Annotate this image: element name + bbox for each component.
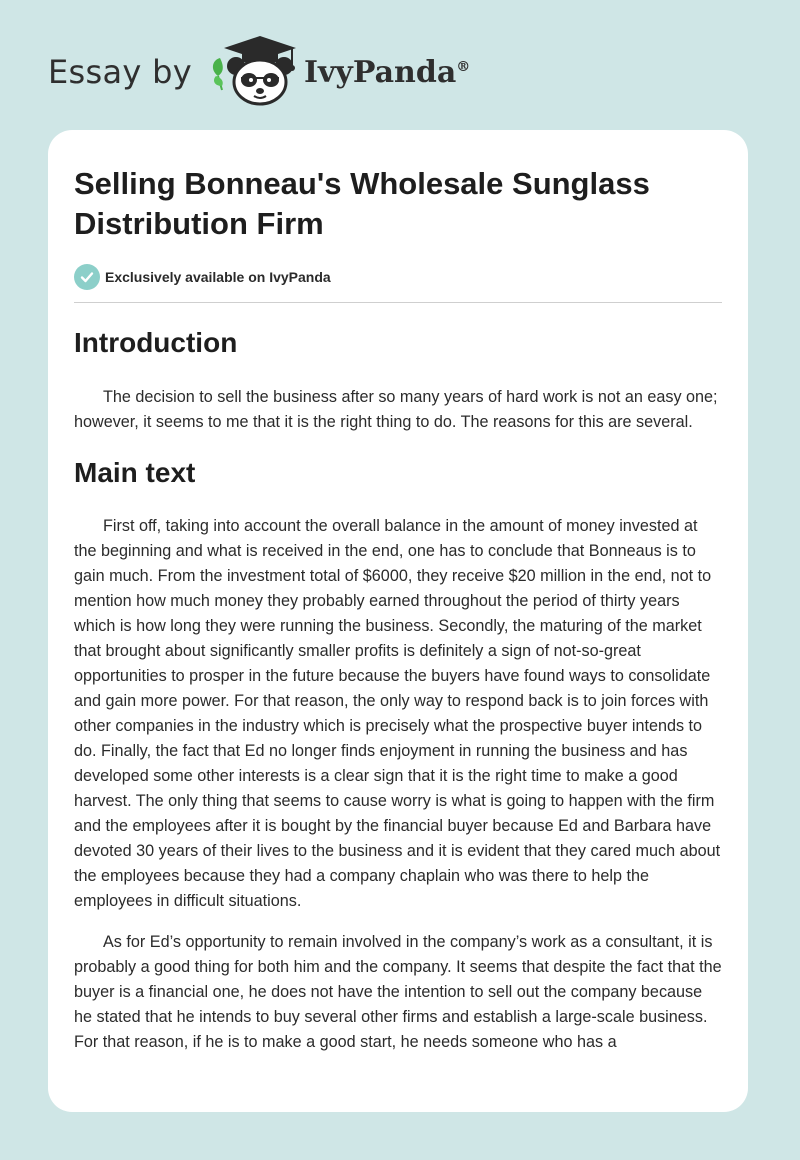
section-heading: Introduction: [74, 327, 238, 358]
brand-prefix: Essay by: [48, 53, 192, 91]
panda-graduate-logo-icon[interactable]: [208, 36, 300, 108]
brand-name[interactable]: IvyPanda®: [303, 54, 471, 90]
site-header: [48, 36, 470, 108]
exclusive-badge-label: Exclusively available on IvyPanda: [105, 269, 331, 285]
page-title: Selling Bonneau's Wholesale Sunglass Distribution Firm: [74, 166, 650, 241]
section-heading: Main text: [74, 457, 196, 488]
divider: [74, 302, 722, 303]
exclusive-badge: [74, 264, 722, 290]
section-introduction: [74, 325, 722, 435]
section-main-text: [74, 455, 722, 1055]
essay-card: [48, 130, 748, 1112]
registered-mark: ®: [456, 58, 471, 75]
paragraph: As for Ed’s opportunity to remain involved in the company’s work as a consultant, it is probably a good thing for both him and the company. It seems that despite the fact that the buyer is a financial one, he does not have the intention to sell out the company because he stated that he intends to buy several other firms and establish a large-scale business. For that reason, if he is to make a good start, he needs someone who has a: [74, 933, 722, 1051]
check-circle-icon: [74, 264, 100, 290]
paragraph: The decision to sell the business after so many years of hard work is not an easy one; however, it seems to me that it is the right thing to do. The reasons for this are several.: [74, 388, 718, 431]
paragraph: First off, taking into account the overall balance in the amount of money invested at the beginning and what is received in the end, one has to conclude that Bonneaus is to gain much. From the investment total of $6000, they receive $20 million in the end, not to mention how much money they probably earned throughout the period of thirty years which is how long they were running the business. Secondly, the maturing of the market that brought about significantly smaller profits is definitely a sign of not-so-great opportunities to prosper in the future because the buyers have found ways to consolidate and gain more power. For that reason, the only way to respond back is to join forces with other companies in the industry which is precisely what the prospective buyer intends to do. Finally, the fact that Ed no longer finds enjoyment in running the business and has developed some other interests is a clear sign that it is the right time to make a good harvest. The only thing that seems to cause worry is what is going to happen with the firm and the employees after it is bought by the financial buyer because Ed and Barbara have devoted 30 years of their lives to the business and it is evident that they cared much about the employees because they had a company chaplain who was there to help the employees in difficult situations.: [74, 517, 721, 910]
